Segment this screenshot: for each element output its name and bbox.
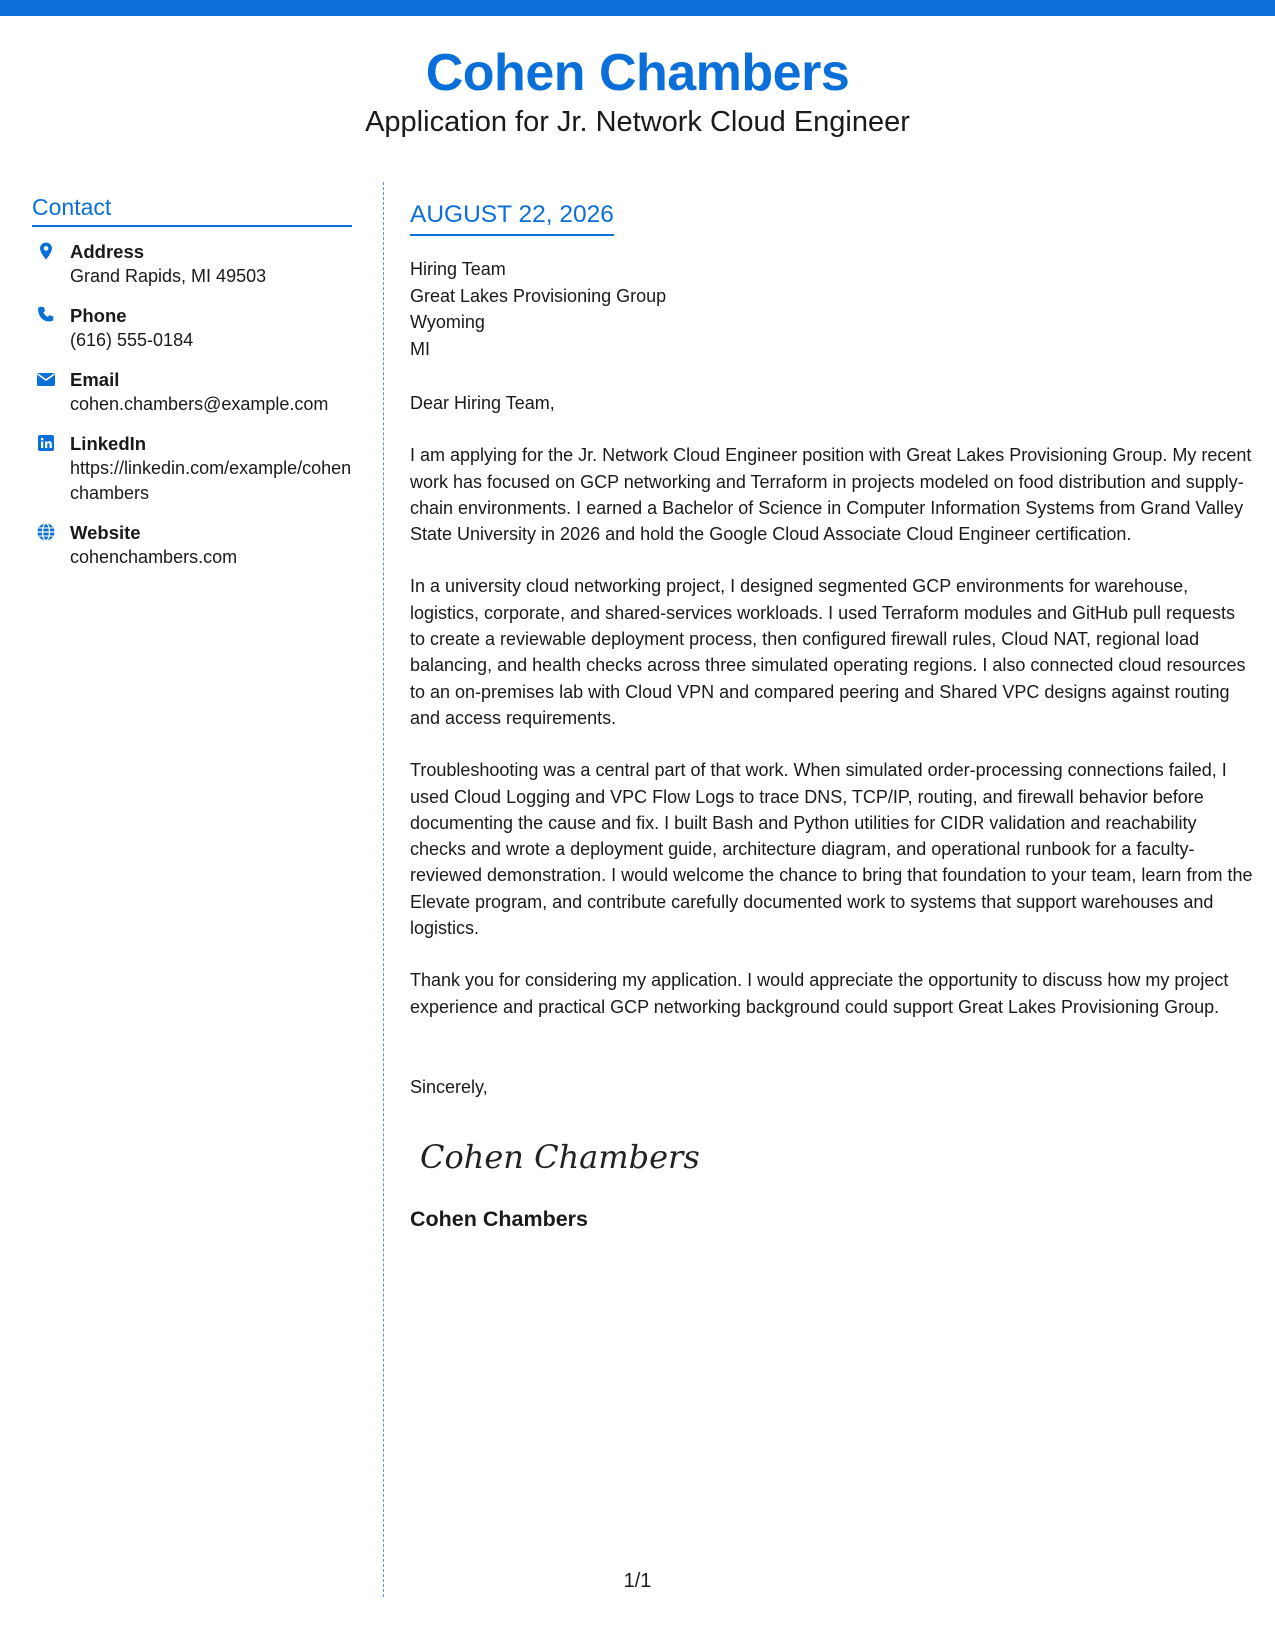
recipient-line: Hiring Team <box>410 259 506 279</box>
contact-item-phone <box>32 303 352 353</box>
website-value[interactable]: cohenchambers.com <box>70 547 238 567</box>
top-accent-bar <box>0 0 1275 16</box>
phone-icon <box>36 305 56 325</box>
application-subtitle: Application for Jr. Network Cloud Engineer <box>365 106 910 138</box>
phone-value: (616) 555-0184 <box>70 330 194 350</box>
contact-item-email <box>32 367 352 417</box>
envelope-icon <box>36 369 56 389</box>
contact-item-linkedin <box>32 431 352 506</box>
applicant-name: Cohen Chambers <box>425 44 850 102</box>
signature-text: Cohen Chambers <box>420 1138 700 1177</box>
handwritten-signature <box>418 1128 1255 1188</box>
linkedin-icon <box>36 433 56 453</box>
body-paragraph: I am applying for the Jr. Network Cloud Engineer position with Great Lakes Provisioning Group. My recent work has focused on GCP networking and Terraform in projects modeled on food distribution and supply-chain environments. I earned a Bachelor of Science in Computer Information Systems from Grand Valley State University in 2026 and hold the Google Cloud Associate Cloud Engineer certification. <box>410 445 1252 545</box>
address-value: Grand Rapids, MI 49503 <box>70 266 267 286</box>
recipient-block <box>410 256 1255 362</box>
recipient-line: MI <box>410 338 430 359</box>
location-pin-icon <box>36 241 56 261</box>
globe-icon <box>36 522 56 542</box>
body-paragraph: Thank you for considering my application. I would appreciate the opportunity to discuss how my project experience and practical GCP networking background could support Great Lakes Provisioning Group. <box>410 970 1229 1017</box>
signed-name: Cohen Chambers <box>410 1207 589 1232</box>
page-number: 1/1 <box>623 1570 652 1592</box>
recipient-line: Great Lakes Provisioning Group <box>410 285 667 306</box>
salutation: Dear Hiring Team, <box>410 393 555 413</box>
body-paragraph: In a university cloud networking project, I designed segmented GCP environments for warehouse, logistics, corporate, and shared-services workloads. I used Terraform modules and GitHub pull requests to create a reviewable deployment process, then configured firewall rules, Cloud NAT, regional load balancing, and health checks across three simulated operating regions. I also connected cloud resources to an on-premises lab with Cloud VPN and compared peering and Shared VPC designs against routing and access requirements. <box>410 576 1246 728</box>
contact-heading: Contact <box>32 193 352 227</box>
closing: Sincerely, <box>410 1076 488 1097</box>
letter-body <box>410 200 1255 1233</box>
contact-list <box>32 239 352 570</box>
body-paragraph: Troubleshooting was a central part of that work. When simulated order-processing connections failed, I used Cloud Logging and VPC Flow Logs to trace DNS, TCP/IP, routing, and firewall behavior before documenting the cause and fix. I built Bash and Python utilities for CIDR validation and reachability checks and wrote a deployment guide, architecture diagram, and operational runbook for a faculty-reviewed demonstration. I would welcome the chance to bring that foundation to your team, learn from the Elevate program, and contribute carefully documented work to systems that support warehouses and logistics. <box>410 760 1253 939</box>
contact-item-website <box>32 520 352 570</box>
recipient-line: Wyoming <box>410 312 485 332</box>
letter-header <box>0 40 1275 140</box>
contact-sidebar <box>32 193 352 584</box>
linkedin-value[interactable]: https://linkedin.com/example/cohenchambers <box>70 458 352 503</box>
contact-item-address <box>32 239 352 289</box>
contact-label: Address <box>70 241 145 262</box>
contact-label: Phone <box>70 305 127 326</box>
email-value[interactable]: cohen.chambers@example.com <box>70 394 329 414</box>
contact-label: Website <box>70 522 141 543</box>
contact-label: LinkedIn <box>70 433 147 454</box>
column-divider <box>383 182 384 1597</box>
letter-date: AUGUST 22, 2026 <box>410 200 614 236</box>
contact-label: Email <box>70 369 120 390</box>
